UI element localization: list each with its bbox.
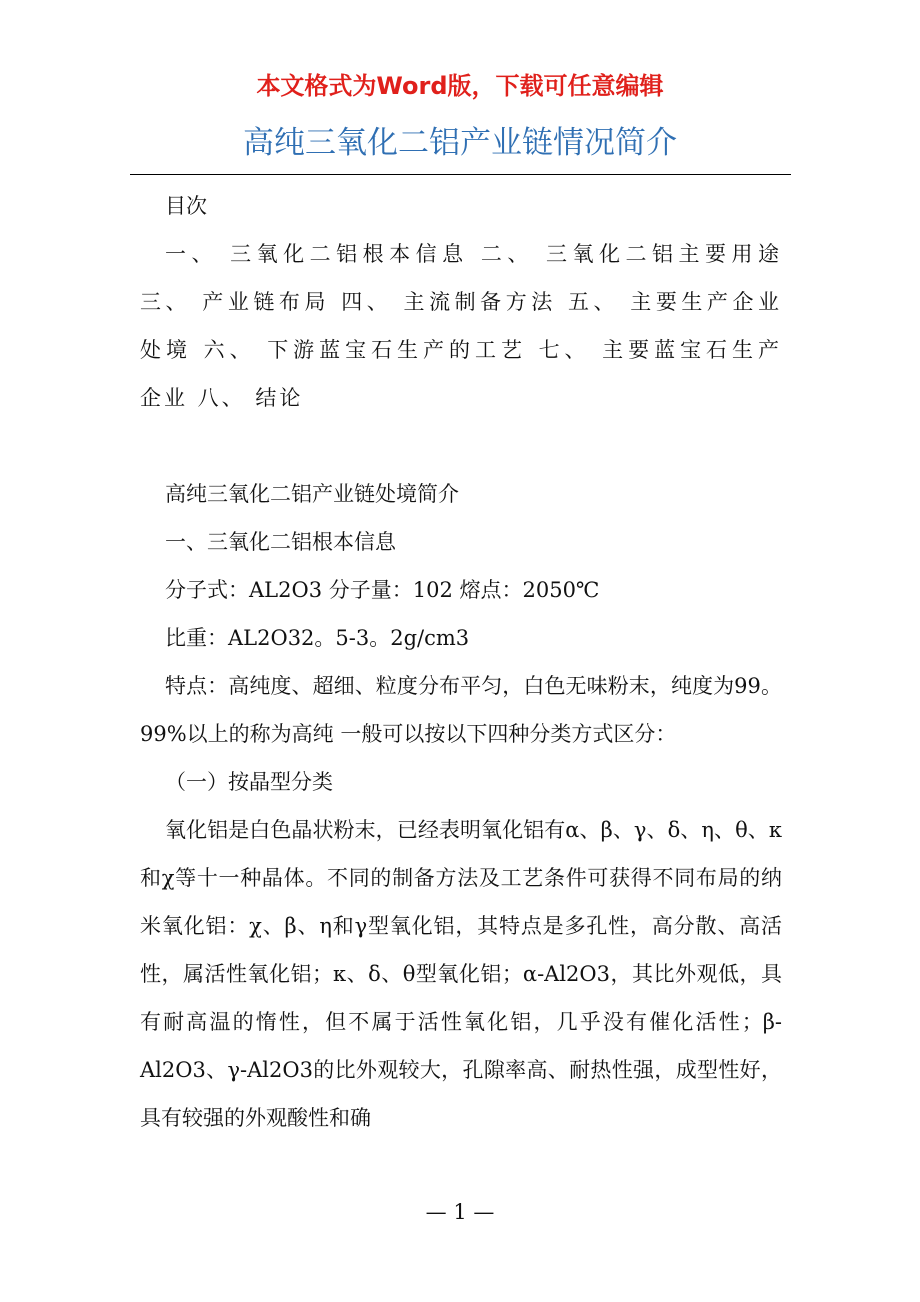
toc-line-2: 三、 产业链布局 四、 主流制备方法 五、 主要生产企业 bbox=[140, 290, 782, 314]
toc-heading: 目次 bbox=[165, 194, 207, 218]
body-subtitle: 高纯三氧化二铝产业链处境简介 bbox=[165, 482, 459, 506]
download-banner: 本文格式为Word版，下载可任意编辑 bbox=[256, 72, 664, 100]
title-divider bbox=[130, 174, 791, 175]
section-spacer bbox=[140, 422, 782, 470]
density-line: 比重：AL2O32。5-3。2g/cm3 bbox=[165, 626, 470, 650]
toc-line-4: 企业 八、 结论 bbox=[140, 386, 304, 410]
toc-line-1: 一、 三氧化二铝根本信息 二、 三氧化二铝主要用途 bbox=[165, 242, 782, 266]
document-title: 高纯三氧化二铝产业链情况简介 bbox=[243, 125, 677, 161]
section-heading: 一、三氧化二铝根本信息 bbox=[165, 530, 396, 554]
page-number: — 1 — bbox=[425, 1200, 495, 1224]
crystal-paragraph: 氧化铝是白色晶状粉末，已经表明氧化铝有α、β、γ、δ、η、θ、κ和χ等十一种晶体。不同的制备方法及工艺条件可获得不同布局的纳米氧化铝：χ、β、η和γ型氧化铝，其特点是多孔性，高分散、高活性，属活性氧化铝；κ、δ、θ型氧化铝；α-Al2O3，其比外观低，具有耐高温的惰性，但不属于活性氧化铝，几乎没有催化活性；β-Al2O3、γ-Al2O3的比外观较大，孔隙率高、耐热性强，成型性好，具有较强的外观酸性和确 bbox=[140, 818, 782, 1130]
formula-line: 分子式：AL2O3 分子量：102 熔点：2050℃ bbox=[165, 578, 600, 602]
features-paragraph: 特点：高纯度、超细、粒度分布平匀，白色无味粉末，纯度为99。99%以上的称为高纯 一般可以按以下四种分类方式区分： bbox=[140, 674, 782, 746]
toc-line-3: 处境 六、 下游蓝宝石生产的工艺 七、 主要蓝宝石生产 bbox=[140, 338, 782, 362]
document-body bbox=[140, 182, 782, 1142]
table-of-contents bbox=[140, 230, 782, 422]
subsection-heading: （一）按晶型分类 bbox=[165, 770, 333, 794]
